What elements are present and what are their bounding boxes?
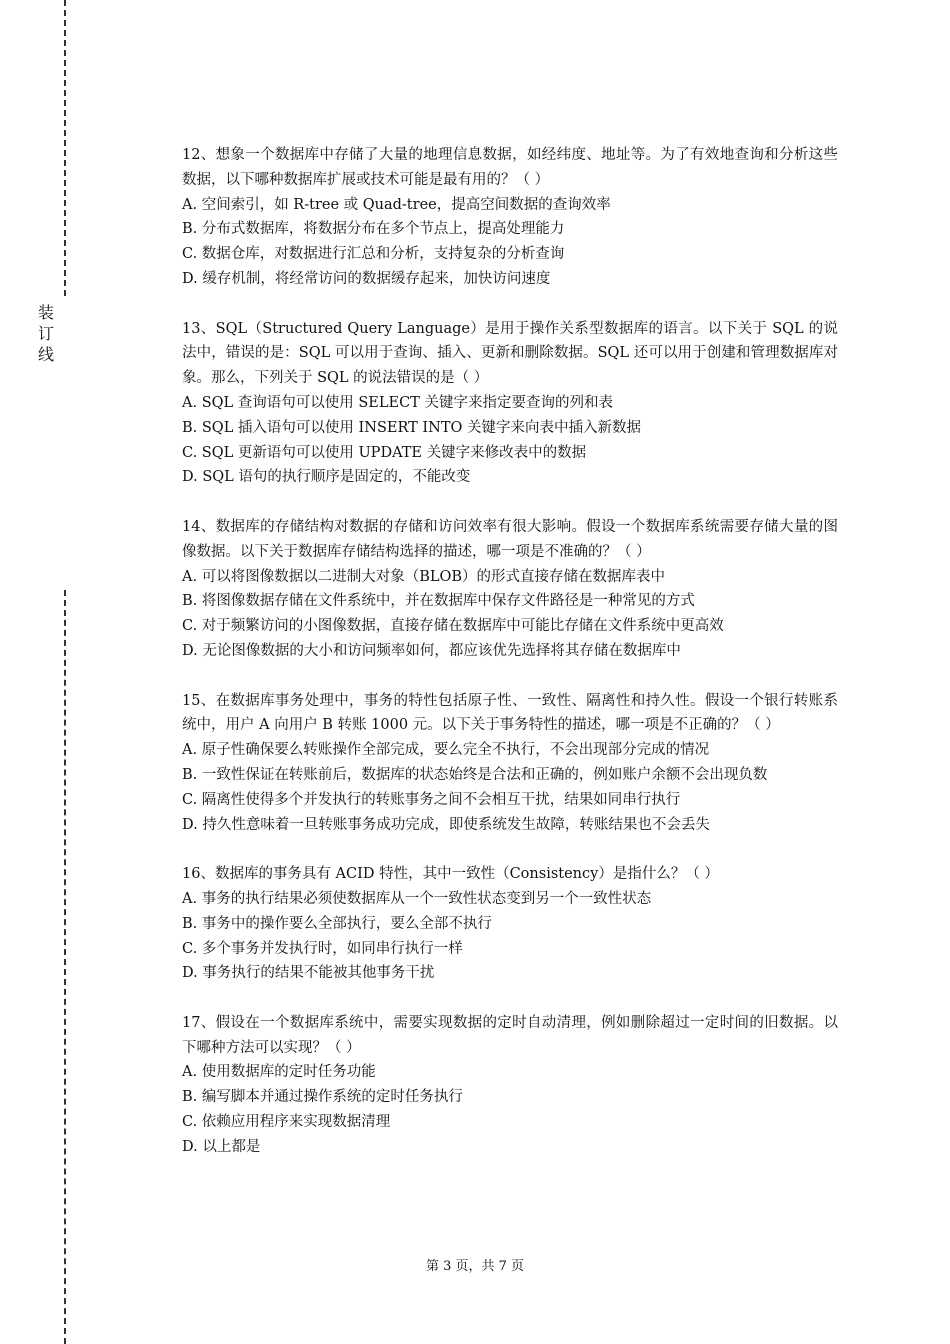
option-a: A. 空间索引，如 R-tree 或 Quad-tree，提高空间数据的查询效率: [182, 196, 611, 213]
option-d: D. 以上都是: [182, 1138, 261, 1155]
option-a: A. 事务的执行结果必须使数据库从一个一致性状态变到另一个一致性状态: [182, 890, 652, 907]
question-12: [182, 143, 838, 292]
option-a: A. 原子性确保要么转账操作全部完成，要么完全不执行，不会出现部分完成的情况: [182, 742, 710, 759]
option-a: A. 使用数据库的定时任务功能: [182, 1064, 376, 1081]
option-b: B. SQL 插入语句可以使用 INSERT INTO 关键字来向表中插入新数据: [182, 419, 641, 436]
option-c: C. 对于频繁访问的小图像数据，直接存储在数据库中可能比存储在文件系统中更高效: [182, 618, 724, 635]
question-13: [182, 317, 838, 491]
option-d: D. 无论图像数据的大小和访问频率如何，都应该优先选择将其存储在数据库中: [182, 642, 681, 659]
option-d: D. 持久性意味着一旦转账事务成功完成，即使系统发生故障，转账结果也不会丢失: [182, 816, 710, 833]
option-c: C. 隔离性使得多个并发执行的转账事务之间不会相互干扰，结果如同串行执行: [182, 791, 681, 808]
binding-dashed-line-bottom: [64, 590, 66, 1344]
question-stem: 15、在数据库事务处理中，事务的特性包括原子性、一致性、隔离性和持久性。假设一个银行转账系统中，用户 A 向用户 B 转账 1000 元。以下关于事务特性的描述，哪一项是不正确的？（ ）: [182, 692, 838, 734]
question-16: [182, 862, 838, 986]
option-b: B. 编写脚本并通过操作系统的定时任务执行: [182, 1089, 463, 1106]
binding-char: 订: [37, 324, 54, 343]
question-15: [182, 689, 838, 838]
option-b: B. 分布式数据库，将数据分布在多个节点上，提高处理能力: [182, 221, 565, 238]
option-d: D. SQL 语句的执行顺序是固定的，不能改变: [182, 469, 471, 486]
option-c: C. SQL 更新语句可以使用 UPDATE 关键字来修改表中的数据: [182, 444, 587, 461]
question-14: [182, 515, 838, 664]
question-stem: 16、数据库的事务具有 ACID 特性，其中一致性（Consistency）是指什么？（ ）: [182, 866, 719, 883]
question-17: [182, 1011, 838, 1160]
binding-char: 线: [37, 345, 54, 364]
option-d: D. 缓存机制，将经常访问的数据缓存起来，加快访问速度: [182, 270, 551, 287]
option-c: C. 依赖应用程序来实现数据清理: [182, 1114, 391, 1131]
option-b: B. 事务中的操作要么全部执行，要么全部不执行: [182, 915, 492, 932]
option-c: C. 多个事务并发执行时，如同串行执行一样: [182, 940, 463, 957]
option-b: B. 将图像数据存储在文件系统中，并在数据库中保存文件路径是一种常见的方式: [182, 593, 695, 610]
option-a: A. 可以将图像数据以二进制大对象（BLOB）的形式直接存储在数据库表中: [182, 568, 666, 585]
option-c: C. 数据仓库，对数据进行汇总和分析，支持复杂的分析查询: [182, 246, 565, 263]
question-stem: 12、想象一个数据库中存储了大量的地理信息数据，如经纬度、地址等。为了有效地查询和分析这些数据，以下哪种数据库扩展或技术可能是最有用的？（ ）: [182, 147, 838, 188]
option-b: B. 一致性保证在转账前后，数据库的状态始终是合法和正确的，例如账户余额不会出现负数: [182, 766, 768, 783]
page-number: 第 3 页，共 7 页: [425, 1259, 525, 1274]
question-stem: 13、SQL（Structured Query Language）是用于操作关系型数据库的语言。以下关于 SQL 的说法中，错误的是：SQL 可以用于查询、插入、更新和删除数据。SQL 还可以用于创建和管理数据库对象。那么，下列关于 SQL 的说法错误的是（ ）: [182, 320, 838, 387]
binding-dashed-line-top: [64, 0, 66, 296]
binding-label: [36, 302, 56, 365]
binding-char: 装: [37, 303, 54, 322]
question-list: [182, 143, 838, 1184]
question-stem: 14、数据库的存储结构对数据的存储和访问效率有很大影响。假设一个数据库系统需要存储大量的图像数据。以下关于数据库存储结构选择的描述，哪一项是不准确的？（ ）: [182, 518, 838, 560]
question-stem: 17、假设在一个数据库系统中，需要实现数据的定时自动清理，例如删除超过一定时间的旧数据。以下哪种方法可以实现？（ ）: [182, 1014, 838, 1056]
option-d: D. 事务执行的结果不能被其他事务干扰: [182, 965, 435, 982]
option-a: A. SQL 查询语句可以使用 SELECT 关键字来指定要查询的列和表: [182, 394, 613, 411]
